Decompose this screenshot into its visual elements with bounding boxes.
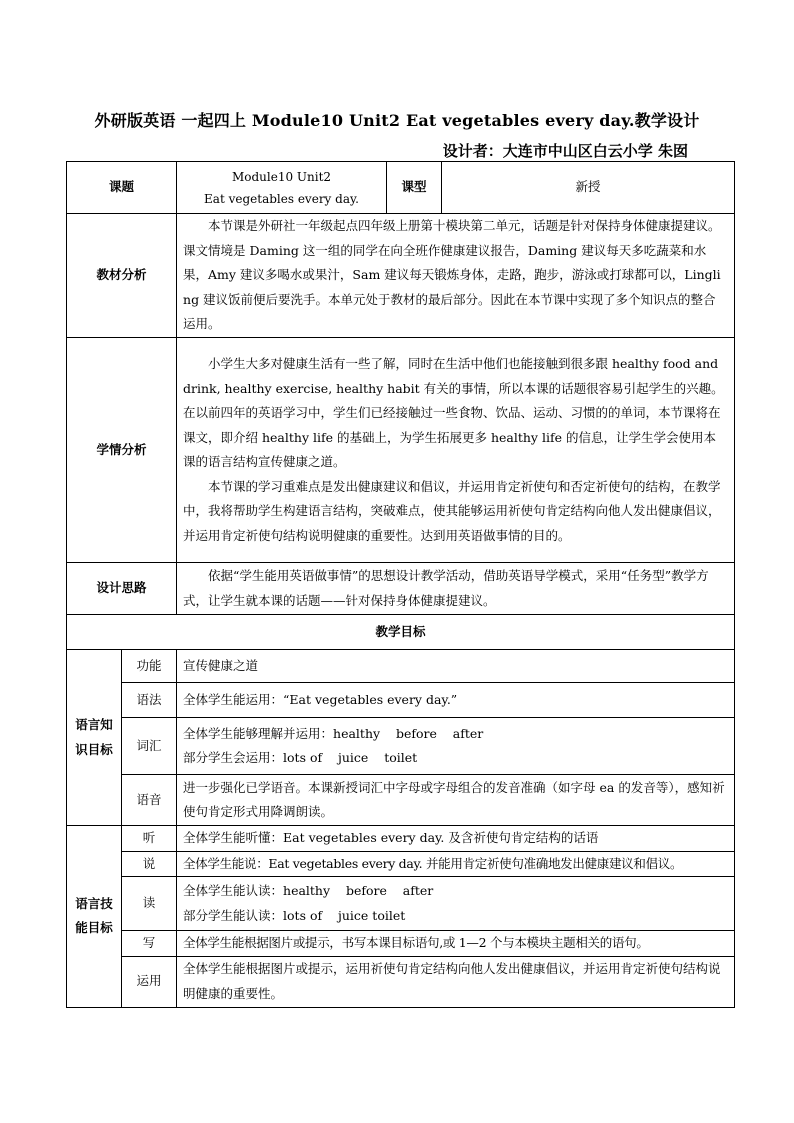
- skills-row-write: [67, 931, 735, 957]
- document-title: 外研版英语 一起四上 Module10 Unit2 Eat vegetables every day.教学设计: [94, 111, 700, 130]
- material-cell: [177, 214, 735, 338]
- skills-item-name: 说: [122, 851, 177, 877]
- design-label: 设计思路: [67, 563, 177, 615]
- skills-item-text: 全体学生能根据图片或提示，运用祈使句肯定结构向他人发出健康倡议，并运用肯定祈使句结构说明健康的重要性。: [177, 956, 735, 1007]
- knowledge-row-phonetics: [67, 775, 735, 826]
- skills-row-speak: [67, 851, 735, 877]
- knowledge-row-grammar: [67, 683, 735, 718]
- skills-item-name: 读: [122, 877, 177, 931]
- skills-item-text: [177, 877, 735, 931]
- knowledge-row-vocab: [67, 718, 735, 775]
- knowledge-item-text: [177, 718, 735, 775]
- skills-item-text: 全体学生能根据图片或提示，书写本课目标语句,或 1—2 个与本模块主题相关的语句。: [177, 931, 735, 957]
- skills-item-name: 听: [122, 826, 177, 852]
- knowledge-item-text: 宣传健康之道: [177, 650, 735, 683]
- students-para-2: 本节课的学习重难点是发出健康建议和倡议，并运用肯定祈使句和否定祈使句的结构，在教学中，我将帮助学生构建语言结构，突破难点，使其能够运用祈使句肯定结构向他人发出健康倡议，并运用肯定祈使句结构说明健康的重要性。达到用英语做事情的目的。: [183, 478, 721, 543]
- read-line-1: 全体学生能认读：healthy before after: [183, 883, 434, 898]
- students-row: [67, 338, 735, 563]
- knowledge-item-name: 语法: [122, 683, 177, 718]
- lesson-plan-table: [66, 161, 735, 1008]
- knowledge-item-text: 进一步强化已学语音。本课新授词汇中字母或字母组合的发音准确（如字母 ea 的发音等），感知祈使句肯定形式用降调朗读。: [177, 775, 735, 826]
- designer-line: 设计者：大连市中山区白云小学 朱囡: [442, 142, 688, 160]
- design-row: [67, 563, 735, 615]
- module-line-1: Module10 Unit2: [231, 169, 332, 184]
- skills-row-listen: [67, 826, 735, 852]
- type-label: 课型: [387, 162, 442, 214]
- knowledge-item-name: 语音: [122, 775, 177, 826]
- skills-item-text: 全体学生能听懂：Eat vegetables every day. 及含祈使句肯定结构的话语: [177, 826, 735, 852]
- knowledge-item-text: 全体学生能运用：“Eat vegetables every day.”: [177, 683, 735, 718]
- module-line-2: Eat vegetables every day.: [204, 191, 359, 206]
- topic-value: [177, 162, 387, 214]
- topic-row: [67, 162, 735, 214]
- vocab-line-1: 全体学生能够理解并运用：healthy before after: [183, 725, 484, 741]
- material-label: 教材分析: [67, 214, 177, 338]
- students-cell: [177, 338, 735, 563]
- students-label: 学情分析: [67, 338, 177, 563]
- read-line-2: 部分学生能认读：lots of juice toilet: [183, 907, 406, 923]
- material-text: 本节课是外研社一年级起点四年级上册第十模块第二单元，话题是针对保持身体健康提建议。课文情境是 Daming 这一组的同学在向全班作健康建议报告，Daming 建议每天多吃蔬菜和水果，Amy 建议多喝水或果汁，Sam 建议每天锻炼身体，走路，跑步，游泳或打球都可以，Lingling 建议饭前便后要洗手。本单元处于教材的最后部分。因此在本节课中实现了多个知识点的整合运用。: [183, 218, 721, 332]
- skills-row-read: [67, 877, 735, 931]
- objectives-title: 教学目标: [67, 615, 735, 650]
- topic-label: 课题: [67, 162, 177, 214]
- knowledge-item-name: 功能: [122, 650, 177, 683]
- skills-row-use: [67, 956, 735, 1007]
- material-row: [67, 214, 735, 338]
- skills-label: 语言技能目标: [67, 826, 122, 1008]
- skills-item-text: 全体学生能说：Eat vegetables every day. 并能用肯定祈使句准确地发出健康建议和倡议。: [177, 851, 735, 877]
- design-cell: [177, 563, 735, 615]
- vocab-line-2: 部分学生会运用：lots of juice toilet: [183, 750, 418, 765]
- knowledge-item-name: 词汇: [122, 718, 177, 775]
- objectives-title-row: [67, 615, 735, 650]
- skills-item-name: 写: [122, 931, 177, 957]
- knowledge-label: 语言知识目标: [67, 650, 122, 826]
- students-para-1: 小学生大多对健康生活有一些了解，同时在生活中他们也能接触到很多跟 healthy food and drink, healthy exercise, healthy habit 有关的事情，所以本课的话题很容易引起学生的兴趣。在以前四年的英语学习中，学生们已经接触过一些食物、饮品、运动、习惯的的单词，本节课将在课文，即介绍 healthy life 的基础上，为学生拓展更多 healthy life 的信息，让学生学会使用本课的语言结构宣传健康之道。: [183, 356, 724, 469]
- knowledge-row-function: [67, 650, 735, 683]
- design-text: 依据“学生能用英语做事情”的思想设计教学活动，借助英语导学模式，采用“任务型”教学方式，让学生就本课的话题——针对保持身体健康提建议。: [183, 568, 709, 608]
- skills-item-name: 运用: [122, 956, 177, 1007]
- type-value: 新授: [442, 162, 735, 214]
